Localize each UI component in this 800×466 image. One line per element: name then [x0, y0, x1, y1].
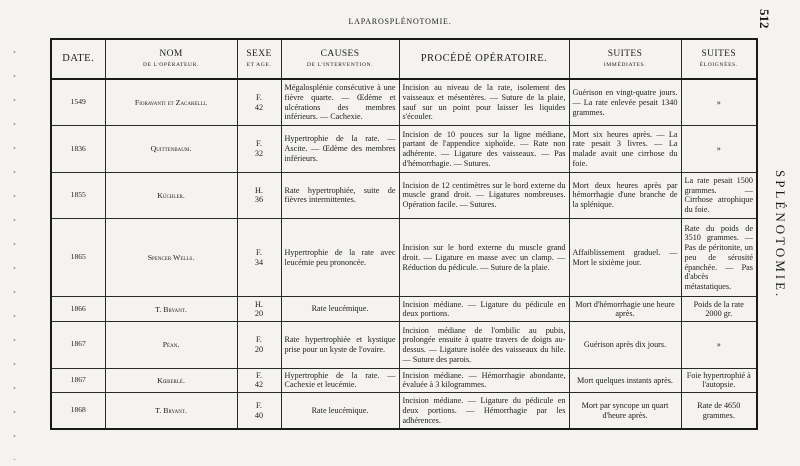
table-row: [51, 297, 757, 322]
table-row: [51, 172, 757, 218]
cell-operateur: Küchler.: [105, 172, 237, 218]
header-procede: PROCÉDÉ OPÉRATOIRE.: [399, 39, 569, 79]
table-row: [51, 79, 757, 126]
cell-sexe-age: [237, 218, 281, 297]
sexe-value: H.: [255, 185, 263, 195]
cell-suites-eloignees: Poids de la rate 2000 gr.: [681, 297, 757, 322]
cell-procede: Incision médiane. — Ligature du pédicule en deux portions.: [399, 297, 569, 322]
header-suites-immediates: SUITES IMMÉDIATES.: [569, 39, 681, 79]
sexe-value: F.: [256, 335, 262, 345]
sexe-value: F.: [256, 400, 262, 410]
cell-procede: Incision sur le bord externe du muscle grand droit. — Ligature en masse avec un clamp. — Réduction du pédicule. — Suture de la plaie.: [399, 218, 569, 297]
cell-causes: Hypertrophie de la rate avec leucémie peu prononcée.: [281, 218, 399, 297]
table-row: [51, 218, 757, 297]
cell-causes: Mégalosplénie consécutive à une fièvre quarte. — Œdème et ulcérations des membres inférieurs. — Cachexie.: [281, 79, 399, 126]
cell-operateur: Fioravanti et Zacarelli.: [105, 79, 237, 126]
cell-causes: Hypertrophie de la rate. — Ascite. — Œdème des membres inférieurs.: [281, 126, 399, 172]
sexe-value: F.: [256, 370, 262, 380]
table-row: [51, 126, 757, 172]
cell-suites-immediates: Guérison après dix jours.: [569, 322, 681, 368]
cell-procede: Incision de 10 pouces sur la ligne médiane, partant de l'appendice xiphoïde. — Rate non adhérente. — Ligature des vaisseaux. — Pas d'hémorrhagie. — Sutures.: [399, 126, 569, 172]
cell-suites-immediates: Affaiblissement graduel. — Mort le sixième jour.: [569, 218, 681, 297]
sexe-value: H.: [255, 299, 263, 309]
operations-table: [50, 38, 758, 430]
binding-dots: [13, 40, 16, 460]
age-value: 34: [254, 257, 264, 267]
side-title: SPLÉNOTOMIE.: [773, 170, 788, 300]
cell-operateur: Kœberlé.: [105, 368, 237, 393]
cell-procede: Incision de 12 centimètres sur le bord externe du muscle grand droit. — Ligatures nombreuses. Opération facile. — Sutures.: [399, 172, 569, 218]
cell-suites-immediates: Guérison en vingt-quatre jours. — La rate enlevée pesait 1340 grammes.: [569, 79, 681, 126]
cell-operateur: Quittenbaum.: [105, 126, 237, 172]
cell-date: 1867: [51, 368, 105, 393]
header-sexe-age: SEXE ET AGE.: [237, 39, 281, 79]
sexe-value: F.: [256, 139, 262, 149]
cell-suites-immediates: Mort deux heures après par hémorrhagie d'une branche de la splénique.: [569, 172, 681, 218]
header-suites-eloignees: SUITES ÉLOIGNÉES.: [681, 39, 757, 79]
running-head: LAPAROSPLÉNOTOMIE.: [348, 17, 452, 26]
cell-sexe-age: [237, 393, 281, 429]
cell-date: 1867: [51, 322, 105, 368]
sexe-value: F.: [256, 93, 262, 102]
cell-causes: Rate hypertrophiée, suite de fièvres intermittentes.: [281, 172, 399, 218]
cell-date: 1865: [51, 218, 105, 297]
cell-suites-eloignees: Foie hypertrophié à l'autopsie.: [681, 368, 757, 393]
table-row: [51, 322, 757, 368]
cell-procede: Incision médiane. — Ligature du pédicule en deux portions. — Hémorrhagie par les adhérences.: [399, 393, 569, 429]
cell-suites-immediates: Mort six heures après. — La rate pesait 3 livres. — La malade avait une cirrhose du foie.: [569, 126, 681, 172]
cell-date: 1549: [51, 79, 105, 126]
cell-sexe-age: [237, 368, 281, 393]
age-value: 20: [254, 344, 264, 354]
table-row: [51, 368, 757, 393]
cell-operateur: T. Bryant.: [105, 393, 237, 429]
cell-suites-eloignees: Rate du poids de 3510 grammes. — Pas de péritonite, un peu de sérosité épanchée. — Pas d'abcès métastatiques.: [681, 218, 757, 297]
cell-suites-immediates: Mort quelques instants après.: [569, 368, 681, 393]
header-causes: CAUSES DE L'INTERVENTION.: [281, 39, 399, 79]
cell-date: 1836: [51, 126, 105, 172]
cell-operateur: Péan.: [105, 322, 237, 368]
age-value: 36: [254, 195, 264, 205]
cell-date: 1866: [51, 297, 105, 322]
cell-sexe-age: [237, 79, 281, 126]
cell-date: 1855: [51, 172, 105, 218]
cell-suites-eloignees: »: [681, 126, 757, 172]
cell-suites-eloignees: La rate pesait 1500 grammes. — Cirrhose atrophique du foie.: [681, 172, 757, 218]
cell-causes: Hypertrophie de la rate. — Cachexie et leucémie.: [281, 368, 399, 393]
cell-sexe-age: [237, 172, 281, 218]
table-row: [51, 393, 757, 429]
cell-procede: Incision médiane. — Hémorrhagie abondante, évaluée à 3 kilogrammes.: [399, 368, 569, 393]
cell-sexe-age: [237, 322, 281, 368]
cell-causes: Rate hypertrophiée et kystique prise pour un kyste de l'ovaire.: [281, 322, 399, 368]
sexe-value: F.: [256, 247, 262, 257]
cell-procede: Incision médiane de l'ombilic au pubis, prolongée ensuite à quatre travers de doigts au-dessus. — Ligature isolée des vaisseaux du hile. — Suture des parois.: [399, 322, 569, 368]
age-value: 20: [254, 309, 264, 319]
cell-date: 1868: [51, 393, 105, 429]
cell-suites-immediates: Mort d'hémorrhagie une heure après.: [569, 297, 681, 322]
cell-suites-eloignees: »: [681, 322, 757, 368]
header-row: [51, 39, 757, 79]
cell-suites-immediates: Mort par syncope un quart d'heure après.: [569, 393, 681, 429]
age-value: 42: [254, 380, 264, 390]
cell-sexe-age: [237, 297, 281, 322]
cell-procede: Incision au niveau de la rate, isolement des vaisseaux et mésentères. — Suture de la plaie, sauf sur un point pour laisser les liquides s'écouler.: [399, 79, 569, 126]
cell-causes: Rate leucémique.: [281, 393, 399, 429]
cell-causes: Rate leucémique.: [281, 297, 399, 322]
page-number: 512: [757, 9, 772, 29]
cell-sexe-age: [237, 126, 281, 172]
header-operateur: NOM DE L'OPÉRATEUR.: [105, 39, 237, 79]
age-value: 42: [254, 102, 264, 112]
header-date: DATE.: [51, 39, 105, 79]
cell-suites-eloignees: »: [681, 79, 757, 126]
cell-operateur: Spencer Wells.: [105, 218, 237, 297]
cell-operateur: T. Bryant.: [105, 297, 237, 322]
age-value: 40: [254, 410, 264, 420]
cell-suites-eloignees: Rate de 4650 grammes.: [681, 393, 757, 429]
age-value: 32: [254, 148, 264, 158]
